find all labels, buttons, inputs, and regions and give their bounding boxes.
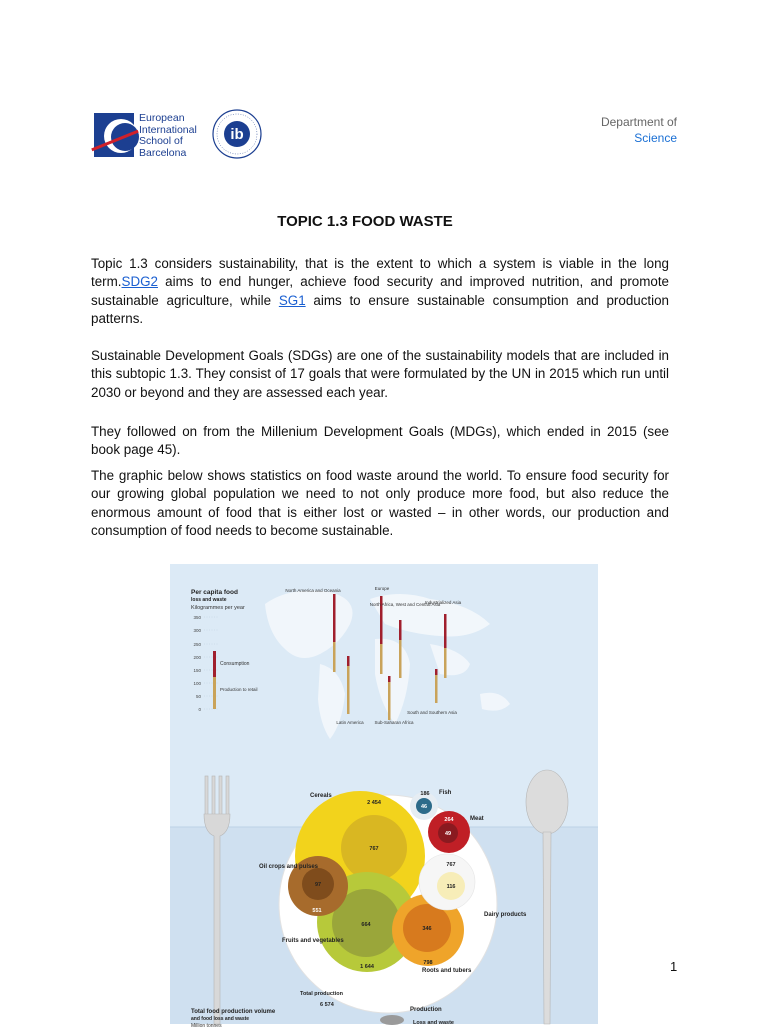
legend-circle — [380, 1015, 404, 1025]
world-map — [265, 591, 510, 740]
tick-350: 350 — [193, 615, 201, 620]
region-label-latin-america: Latin America — [336, 720, 364, 725]
sdg-paragraph: Sustainable Development Goals (SDGs) are one of the sustainability models that are included in this subtopic 1.3. They consist of 17 goals that were formulated by the UN in 2015 which run until 2030 or beyond and they are assessed each year. — [91, 348, 669, 400]
tick-200: 200 — [193, 655, 201, 660]
cereals-inner-value: 767 — [369, 846, 379, 852]
legend-production-label: Production to retail — [220, 687, 258, 692]
oil-crops-inner-value: 97 — [314, 882, 322, 888]
legend-production-bar — [213, 677, 216, 709]
total-production-label: Total production — [300, 991, 343, 997]
production-legend-label: Production — [410, 1007, 442, 1013]
tick-250: 250 — [193, 642, 201, 647]
roots-label: Roots and tubers — [422, 968, 472, 974]
school-name: European International School of Barcelona — [139, 112, 197, 159]
fruits-veg-value: 1 644 — [360, 964, 374, 970]
roots-value: 798 — [423, 960, 433, 966]
dairy-value: 767 — [446, 862, 456, 868]
region-label-north-africa: North Africa, West and Central Asia — [369, 602, 441, 607]
total-production-value: 6 574 — [320, 1002, 334, 1008]
fish-value: 186 — [420, 791, 430, 797]
meat-label: Meat — [470, 816, 484, 822]
mdg-paragraph: They followed on from the Millenium Development Goals (MDGs), which ended in 2015 (see book page 45). — [91, 424, 669, 458]
sdg2-link[interactable]: SDG2 — [121, 274, 158, 290]
region-label-europe: Europe — [374, 586, 390, 591]
total-volume-label: Total food production volume — [191, 1009, 276, 1015]
fruits-veg-inner-value: 664 — [361, 922, 371, 928]
svg-text:ib: ib — [230, 126, 244, 143]
tick-50: 50 — [195, 694, 201, 699]
oil-crops-label: Oil crops and pulses — [259, 864, 319, 870]
tick-0: 0 — [198, 707, 201, 712]
region-label-sub-saharan-africa: Sub-Saharan Africa — [374, 720, 414, 725]
page-number: 1 — [670, 959, 678, 974]
per-capita-title: Per capita food — [191, 589, 238, 596]
region-label-north-america: North America and Oceania — [285, 588, 341, 593]
fruits-veg-label: Fruits and vegetables — [282, 938, 344, 944]
legend-consumption-label: Consumption — [220, 661, 250, 667]
meat-value: 264 — [444, 817, 454, 823]
meat-inner-value: 49 — [444, 831, 452, 837]
roots-inner-value: 346 — [422, 926, 432, 932]
dairy-label: Dairy products — [484, 912, 527, 918]
cereals-label: Cereals — [310, 793, 332, 799]
per-capita-subtitle: loss and waste — [191, 597, 227, 603]
legend-consumption-bar — [213, 651, 216, 677]
eis-logo — [94, 113, 134, 157]
fish-inner-value: 46 — [420, 804, 428, 810]
tick-300: 300 — [193, 628, 201, 633]
intro-paragraph: Topic 1.3 considers sustainability, that is the extent to which a system is viable in the long term.SDG2 aims to end hunger, achieve food security and improved nutrition, and promote sustainable agriculture, while SG1 aims to ensure sustainable consumption and production patterns. — [91, 256, 670, 327]
region-label-industrialized-asia: Industrialized Asia — [424, 600, 462, 605]
sg1-link[interactable]: SG1 — [278, 292, 306, 308]
tick-150: 150 — [193, 668, 201, 673]
page-title: TOPIC 1.3 FOOD WASTE — [277, 213, 453, 230]
ib-logo — [211, 108, 263, 160]
cereals-value: 2 454 — [367, 800, 381, 806]
dairy-inner-value: 116 — [446, 884, 456, 890]
department-label: Department of Science — [600, 115, 677, 145]
per-capita-unit: Kilogrammes per year — [191, 605, 245, 611]
tick-100: 100 — [193, 681, 201, 686]
total-volume-sub: and food loss and waste — [191, 1016, 250, 1022]
fish-label: Fish — [439, 790, 452, 796]
food-waste-infographic — [170, 564, 598, 1029]
oil-crops-value: 551 — [312, 908, 322, 914]
total-volume-unit: Million tonnes — [191, 1023, 222, 1029]
loss-waste-legend-label: Loss and waste — [413, 1020, 454, 1026]
graphic-intro-paragraph: The graphic below shows statistics on food waste around the world. To ensure food security for our growing global population we need to not only produce more food, but also reduce the enormous amount of food that is either lost or wasted – in other words, our production and consumption of food needs to become sustainable. — [91, 468, 669, 539]
region-label-south-asia: South and Southern Asia — [407, 710, 457, 715]
